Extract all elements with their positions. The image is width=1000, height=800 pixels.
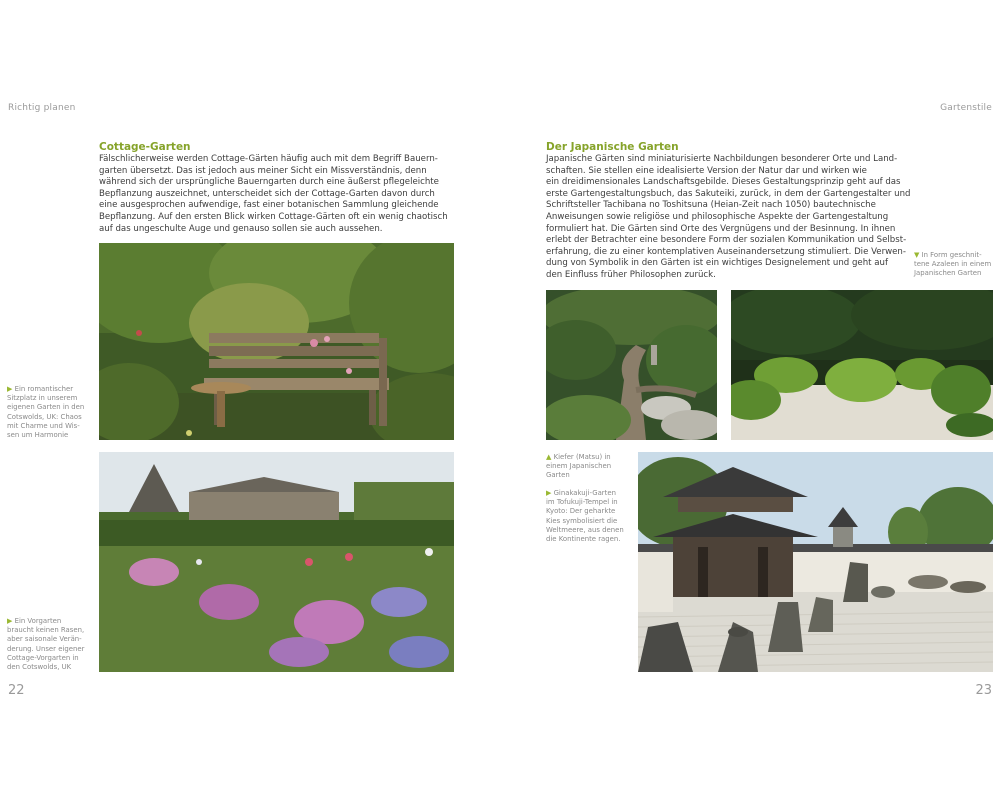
body-line: den Einfluss früher Philosophen zurück. — [546, 269, 716, 280]
photo-front-garden — [99, 452, 454, 672]
caption-front-garden — [7, 617, 84, 672]
caption-line: braucht keinen Rasen, — [7, 626, 85, 635]
caption-line: sen um Harmonie — [7, 431, 69, 440]
caption-line: im Tofukuji-Tempel in — [546, 498, 618, 507]
page-number-left: 22 — [8, 683, 25, 698]
caption-line: Japanischen Garten — [914, 269, 982, 278]
caption-line: Garten — [546, 471, 570, 480]
caption-line: Sitzplatz in unserem — [7, 394, 78, 403]
caption-marker-icon: ▲ — [546, 453, 552, 461]
caption-line: Kiefer (Matsu) in — [553, 453, 611, 461]
body-line: schaften. Sie stellen eine idealisierte Version der Natur dar und wirken wie — [546, 165, 867, 176]
photo-pine-tree — [546, 290, 717, 440]
caption-line: tene Azaleen in einem — [914, 260, 992, 269]
body-line: Schriftsteller Tachibana no Toshitsuna (Heian-Zeit nach 1050) bautechnische — [546, 200, 876, 211]
body-line: ein dreidimensionales Landschaftsgebilde. Dieses Gestaltungsprinzip geht auf das — [546, 177, 901, 188]
photo-temple-gravel-garden — [638, 452, 993, 672]
body-line: eine ausgesprochen aufwendige, fast einer botanischen Sammlung gleichende — [99, 200, 439, 211]
body-line: Japanische Gärten sind miniaturisierte Nachbildungen besonderer Orte und Land- — [546, 154, 898, 164]
caption-line: In Form geschnit- — [921, 251, 982, 259]
caption-marker-icon: ▶ — [7, 385, 13, 393]
running-head-right: Gartenstile — [940, 103, 992, 113]
caption-line: Kies symbolisiert die — [546, 516, 618, 525]
photo-garden-bench — [99, 243, 454, 440]
body-line: dung von Symbolik in den Gärten ist ein wichtiges Designelement und geht auf — [546, 258, 889, 269]
section-title-cottage-garden: Cottage-Garten — [99, 141, 191, 153]
body-line: auf das ungeschulte Auge und genauso sollen sie auch aussehen. — [99, 223, 383, 234]
caption-line: einem Japanischen — [546, 462, 612, 471]
caption-line: mit Charme und Wis- — [7, 421, 80, 430]
body-line: Bepflanzung. Auf den ersten Blick wirken Cottage-Gärten oft ein wenig chaotisch — [99, 211, 448, 222]
caption-line: eigenen Garten in den — [7, 403, 85, 412]
caption-marker-icon: ▶ — [7, 617, 13, 625]
body-line: formuliert hat. Die Gärten sind Orte des Vergnügens und der Besinnung. In ihnen — [546, 223, 896, 234]
running-head-left: Richtig planen — [8, 103, 76, 113]
caption-azaleas — [914, 251, 991, 279]
caption-line: Cottage-Vorgarten in — [7, 653, 79, 662]
caption-line: Ein Vorgarten — [14, 617, 62, 625]
body-line: Bepflanzung auszeichnet, unterscheidet sich der Cottage-Garten davon durch — [99, 188, 435, 199]
caption-line: derung. Unser eigener — [7, 644, 85, 653]
caption-line: Weltmeere, aus denen — [546, 525, 624, 534]
caption-line: Cotswolds, UK: Chaos — [7, 412, 82, 421]
caption-line: Ein romantischer — [14, 385, 74, 393]
caption-line: Kyoto: Der geharkte — [546, 507, 616, 516]
caption-garden-bench — [7, 385, 84, 440]
caption-line: die Kontinente ragen. — [546, 535, 621, 544]
page-number-right: 23 — [975, 683, 992, 698]
body-line: erlebt der Betrachter eine besondere Form der sozialen Kommunikation und Selbst- — [546, 235, 907, 246]
caption-marker-icon: ▶ — [546, 489, 552, 497]
body-line: Fälschlicherweise werden Cottage-Gärten häufig auch mit dem Begriff Bauern- — [99, 154, 438, 164]
caption-line: aber saisonale Verän- — [7, 635, 82, 644]
caption-pine-tree — [546, 453, 611, 481]
caption-line: Ginakakuji-Garten — [553, 489, 616, 497]
body-text-cottage-garden — [99, 154, 448, 235]
caption-tofukuji-temple — [546, 489, 624, 544]
body-line: erfahrung, die zu einer kontemplativen Auseinandersetzung stimuliert. Die Verwen- — [546, 246, 906, 257]
body-text-japanese-garden — [546, 154, 911, 282]
body-line: erste Gartengestaltungsbuch, das Sakuteiki, zurück, in dem der Gartengestalter und — [546, 188, 911, 199]
body-line: während sich der ursprüngliche Bauerngarten durch eine äußerst pflegeleichte — [99, 177, 439, 188]
body-line: Anweisungen sowie religiöse und philosophische Aspekte der Gartengestaltung — [546, 211, 889, 222]
body-line: garten übersetzt. Das ist jedoch aus meiner Sicht ein Missverständnis, denn — [99, 165, 427, 176]
caption-marker-icon: ▼ — [914, 251, 920, 259]
caption-line: den Cotswolds, UK — [7, 663, 72, 672]
photo-clipped-azaleas — [731, 290, 993, 440]
section-title-japanese-garden: Der Japanische Garten — [546, 141, 679, 153]
